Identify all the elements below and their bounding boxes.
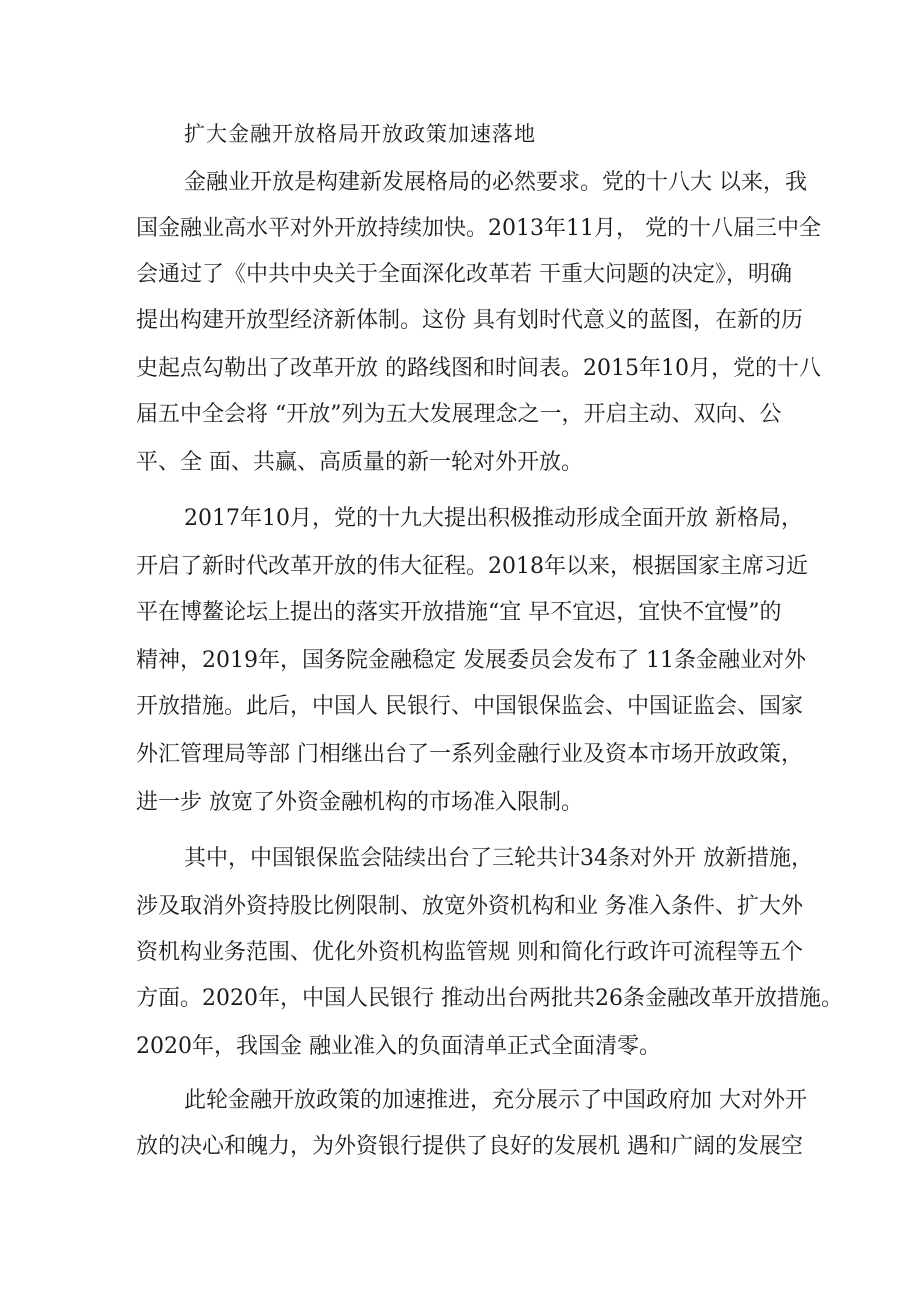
paragraph-line: 精神，2019年，国务院金融稳定 发展委员会发布了 11条金融业对外 bbox=[136, 648, 806, 673]
paragraph-line: 方面。2020年，中国人民银行 推动出台两批共26条金融改革开放措施。 bbox=[136, 986, 843, 1011]
paragraph-line: 进一步 放宽了外资金融机构的市场准入限制。 bbox=[136, 790, 583, 815]
paragraph-line: 外汇管理局等部 门相继出台了一系列金融行业及资本市场开放政策， bbox=[136, 742, 803, 767]
paragraph-line: 开放措施。此后，中国人 民银行、中国银保监会、中国证监会、国家 bbox=[136, 694, 803, 719]
paragraph-line: 提出构建开放型经济新体制。这份 具有划时代意义的蓝图，在新的历 bbox=[136, 308, 803, 333]
paragraph-line: 金融业开放是构建新发展格局的必然要求。党的十八大 以来，我 bbox=[184, 170, 807, 195]
paragraph-line: 2020年，我国金 融业准入的负面清单正式全面清零。 bbox=[136, 1034, 661, 1059]
paragraph-line: 放的决心和魄力，为外资银行提供了良好的发展机 遇和广阔的发展空 bbox=[136, 1134, 803, 1159]
paragraph-line: 其中，中国银保监会陆续出台了三轮共计34条对外开 放新措施， bbox=[184, 846, 813, 871]
document-title: 扩大金融开放格局开放政策加速落地 bbox=[184, 122, 536, 146]
paragraph-line: 2017年10月，党的十九大提出积极推动形成全面开放 新格局， bbox=[184, 506, 803, 531]
paragraph-line: 史起点勾勒出了改革开放 的路线图和时间表。2015年10月，党的十八 bbox=[136, 356, 821, 381]
paragraph-line: 资机构业务范围、优化外资机构监管规 则和简化行政许可流程等五个 bbox=[136, 940, 803, 965]
paragraph-line: 届五中全会将 “开放”列为五大发展理念之一，开启主动、双向、公 bbox=[136, 402, 782, 427]
paragraph-line: 涉及取消外资持股比例限制、放宽外资机构和业 务准入条件、扩大外 bbox=[136, 894, 803, 919]
paragraph-line: 开启了新时代改革开放的伟大征程。2018年以来，根据国家主席习近 bbox=[136, 554, 808, 579]
paragraph-line: 国金融业高水平对外开放持续加快。2013年11月， 党的十八届三中全 bbox=[136, 216, 821, 241]
paragraph-line: 会通过了《中共中央关于全面深化改革若 干重大问题的决定》，明确 bbox=[136, 262, 792, 287]
paragraph-line: 此轮金融开放政策的加速推进，充分展示了中国政府加 大对外开 bbox=[184, 1088, 807, 1113]
paragraph-line: 平在博鳌论坛上提出的落实开放措施“宜 早不宜迟，宜快不宜慢”的 bbox=[136, 600, 782, 625]
paragraph-line: 平、全 面、共赢、高质量的新一轮对外开放。 bbox=[136, 450, 583, 475]
